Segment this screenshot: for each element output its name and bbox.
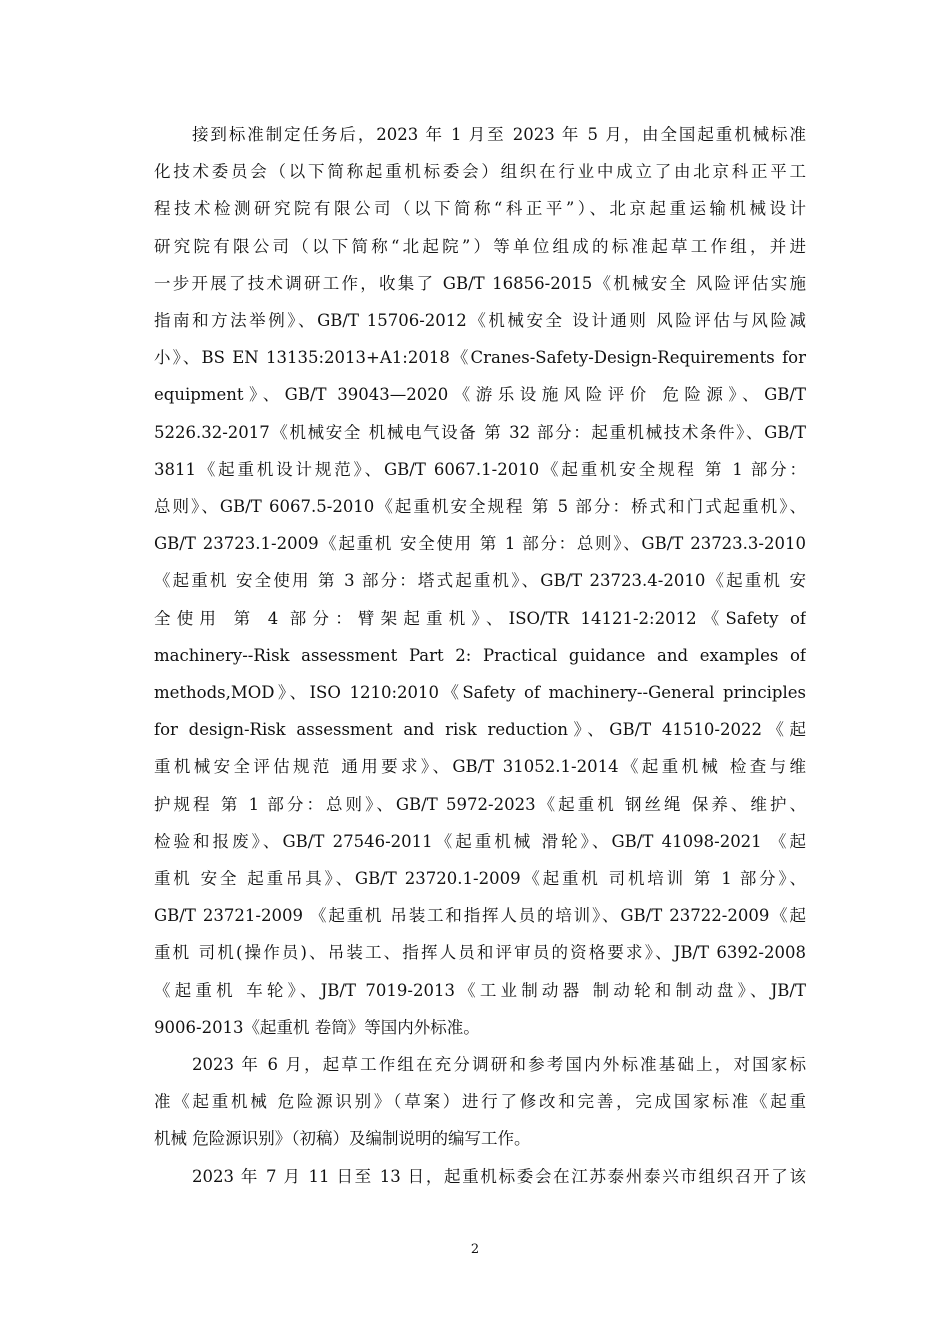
text-line: 机械 危险源识别》（初稿）及编制说明的编写工作。 bbox=[154, 1129, 531, 1149]
text-line: 化技术委员会（以下简称起重机标委会）组织在行业中成立了由北京科正平工 bbox=[154, 162, 806, 182]
text-line: GB/T 23723.1-2009《起重机 安全使用 第 1 部分：总则》、GB/T 23723.3-2010 bbox=[154, 534, 806, 554]
text-line: 9006-2013《起重机 卷筒》等国内外标准。 bbox=[154, 1017, 480, 1037]
text-line: 全使用 第 4 部分：臂架起重机》、ISO/TR 14121-2:2012《Safety of bbox=[154, 608, 806, 628]
text-line: 5226.32-2017《机械安全 机械电气设备 第 32 部分：起重机械技术条件》、GB/T bbox=[154, 422, 806, 442]
text-line: 研究院有限公司（以下简称“北起院”）等单位组成的标准起草工作组，并进 bbox=[154, 236, 806, 256]
text-line: 指南和方法举例》、GB/T 15706-2012《机械安全 设计通则 风险评估与风险减 bbox=[154, 311, 806, 330]
text-line: 3811《起重机设计规范》、GB/T 6067.1-2010《起重机安全规程 第 1 部分： bbox=[154, 459, 806, 479]
text-line: 准《起重机械 危险源识别》（草案）进行了修改和完善，完成国家标准《起重 bbox=[154, 1092, 806, 1112]
page-number: 2 bbox=[470, 1242, 480, 1257]
text-line: 重机 安全 起重吊具》、GB/T 23720.1-2009《起重机 司机培训 第 1 部分》、 bbox=[154, 869, 806, 888]
text-line: 一步开展了技术调研工作，收集了 GB/T 16856-2015《机械安全 风险评估实施 bbox=[154, 273, 806, 293]
text-line: 总则》、GB/T 6067.5-2010《起重机安全规程 第 5 部分：桥式和门式起重机》、 bbox=[154, 497, 806, 516]
text-line: 2023 年 6 月，起草工作组在充分调研和参考国内外标准基础上，对国家标 bbox=[192, 1055, 806, 1074]
text-line: methods,MOD》、ISO 1210:2010《Safety of machinery--General principles bbox=[154, 683, 806, 702]
text-line: 程技术检测研究院有限公司（以下简称“科正平”）、北京起重运输机械设计 bbox=[154, 199, 806, 219]
text-line: machinery--Risk assessment Part 2: Practical guidance and examples of bbox=[154, 645, 806, 665]
text-line: 重机 司机(操作员)、吊装工、指挥人员和评审员的资格要求》、JB/T 6392-2008 bbox=[154, 943, 806, 963]
text-line: 小》、BS EN 13135:2013+A1:2018《Cranes-Safety-Design-Requirements for bbox=[154, 348, 806, 368]
text-line: 接到标准制定任务后，2023 年 1 月至 2023 年 5 月，由全国起重机械标准 bbox=[192, 125, 806, 144]
text-line: 《起重机 安全使用 第 3 部分：塔式起重机》、GB/T 23723.4-2010《起重机 安 bbox=[154, 571, 806, 591]
text-line: 《起重机 车轮》、JB/T 7019-2013《工业制动器 制动轮和制动盘》、JB/T bbox=[154, 980, 806, 1000]
text-line: 检验和报废》、GB/T 27546-2011《起重机械 滑轮》、GB/T 41098-2021 《起 bbox=[154, 831, 806, 851]
text-line: equipment》、GB/T 39043—2020《游乐设施风险评价 危险源》、GB/T bbox=[154, 385, 806, 405]
text-line: 护规程 第 1 部分：总则》、GB/T 5972-2023《起重机 钢丝绳 保养、维护、 bbox=[154, 794, 806, 814]
text-line: 重机械安全评估规范 通用要求》、GB/T 31052.1-2014《起重机械 检查与维 bbox=[154, 757, 806, 777]
text-line: GB/T 23721-2009 《起重机 吊装工和指挥人员的培训》、GB/T 23722-2009《起 bbox=[154, 906, 806, 926]
text-line: 2023 年 7 月 11 日至 13 日，起重机标委会在江苏泰州泰兴市组织召开了该 bbox=[192, 1166, 806, 1186]
text-line: for design-Risk assessment and risk reduction》、GB/T 41510-2022《起 bbox=[154, 720, 806, 740]
